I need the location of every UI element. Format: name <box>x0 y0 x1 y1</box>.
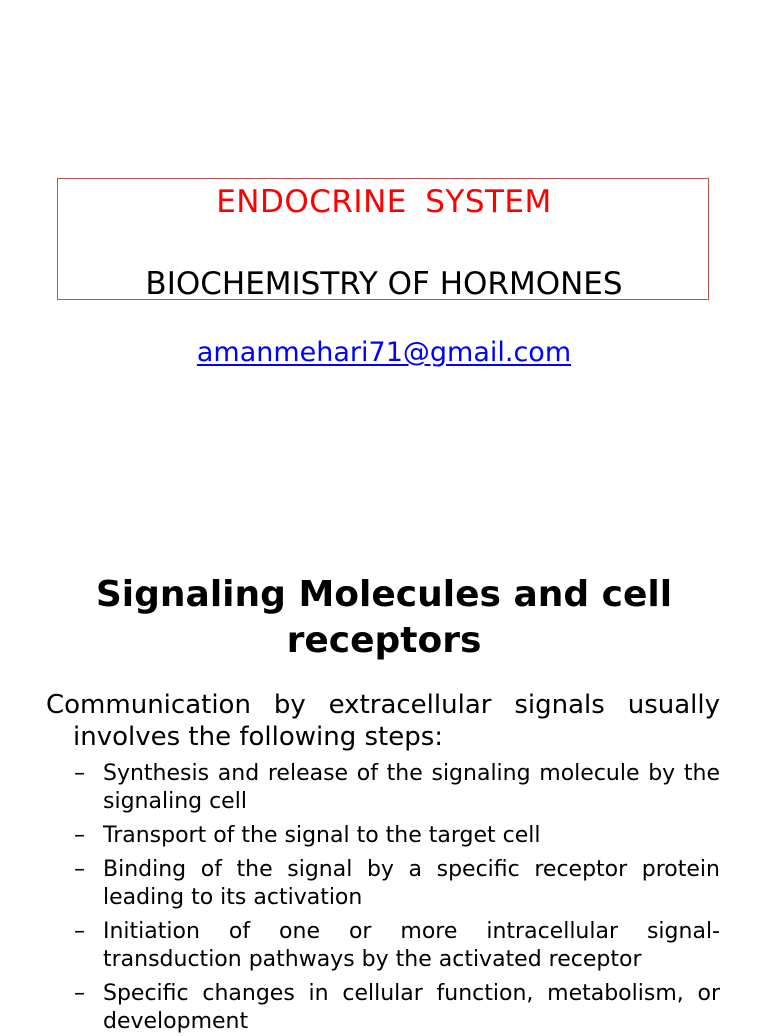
content-slide-title: Signaling Molecules and cell receptors <box>95 574 673 661</box>
step-text: Binding of the signal by a specific receptor protein leading to its activation <box>103 857 720 910</box>
dash-bullet-icon: – <box>74 919 85 944</box>
steps-list <box>74 760 720 1036</box>
step-text: Synthesis and release of the signaling molecule by the signaling cell <box>103 761 720 814</box>
step-text: Transport of the signal to the target cell <box>103 823 541 848</box>
intro-paragraph: Communication by extracellular signals usually involves the following steps: <box>46 690 720 752</box>
list-item <box>74 760 720 816</box>
email-link[interactable]: amanmehari71@gmail.com <box>196 337 572 368</box>
dash-bullet-icon: – <box>74 761 85 786</box>
dash-bullet-icon: – <box>74 857 85 882</box>
list-item <box>74 980 720 1036</box>
list-item <box>74 918 720 974</box>
list-item <box>74 856 720 912</box>
dash-bullet-icon: – <box>74 981 85 1006</box>
list-item <box>74 822 720 850</box>
dash-bullet-icon: – <box>74 823 85 848</box>
slide-subtitle: BIOCHEMISTRY OF HORMONES <box>145 266 623 302</box>
email-line <box>0 335 768 371</box>
step-text: Specific changes in cellular function, metabolism, or development <box>103 981 720 1034</box>
step-text: Initiation of one or more intracellular signal-transduction pathways by the activated receptor <box>103 919 720 972</box>
slide-title: ENDOCRINE SYSTEM <box>216 184 552 220</box>
